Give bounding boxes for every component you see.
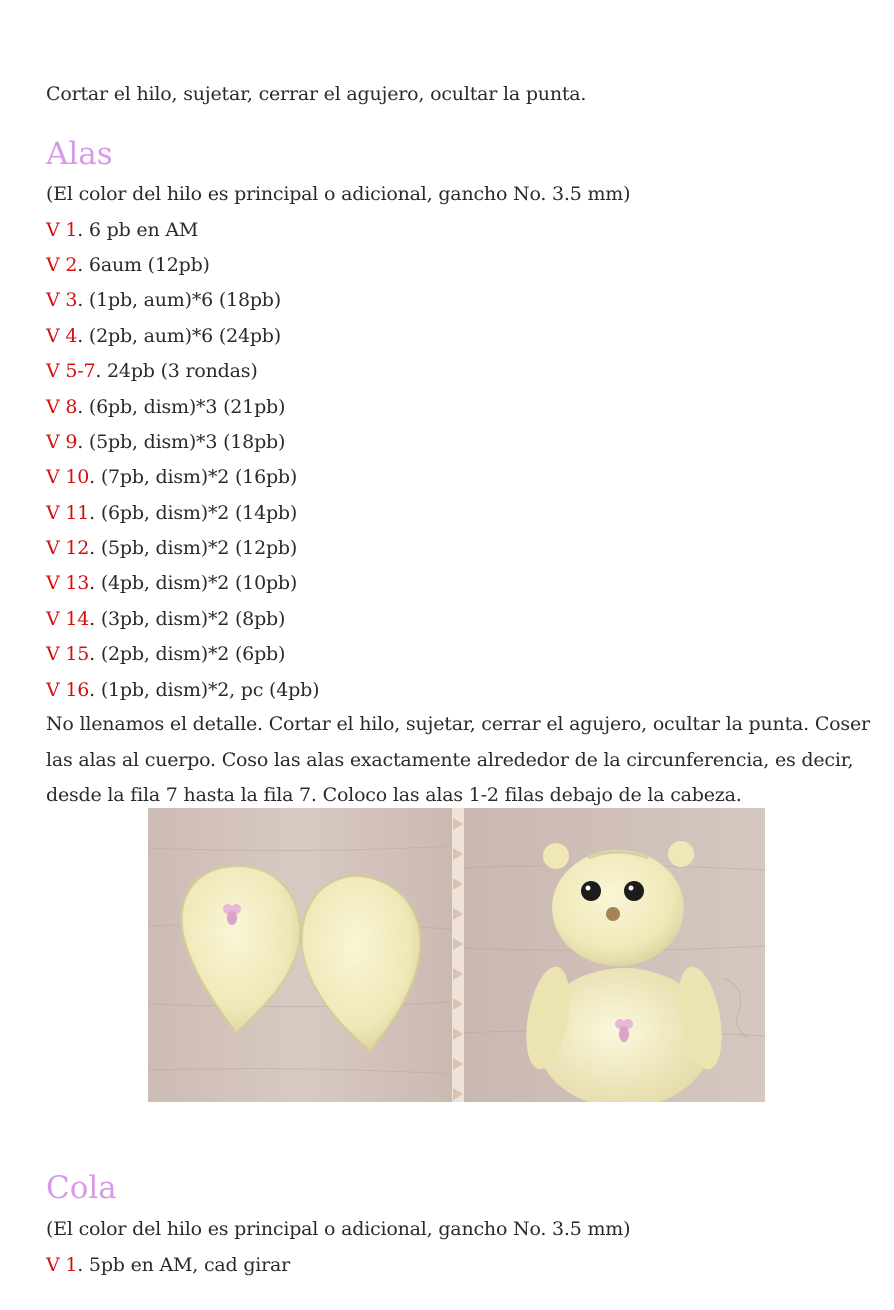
alas-closing-paragraph: No llenamos el detalle. Cortar el hilo, sujetar, cerrar el agujero, ocultar la punta. Coser las alas al cuerpo. Coso las alas exactamente alrededor de la circunferencia, es decir, desde la fila 7 hasta la fila 7. Coloco las alas 1-2 filas debajo de la cabeza. <box>46 713 870 806</box>
section-title-cola: Cola <box>46 1170 117 1206</box>
alas-row <box>46 218 198 242</box>
alas-row <box>46 501 297 525</box>
cola-note: (El color del hilo es principal o adicional, gancho No. 3.5 mm) <box>46 1218 631 1240</box>
round-label: V 10 <box>46 466 90 488</box>
round-label: V 3 <box>46 289 78 311</box>
round-label: V 8 <box>46 396 78 418</box>
round-label: V 13 <box>46 572 90 594</box>
round-text: . (4pb, dism)*2 (10pb) <box>89 572 298 594</box>
intro-text: Cortar el hilo, sujetar, cerrar el agujero, ocultar la punta. <box>46 83 587 105</box>
alas-row <box>46 253 210 277</box>
round-text: . (6pb, dism)*3 (21pb) <box>77 396 286 418</box>
alas-note: (El color del hilo es principal o adicional, gancho No. 3.5 mm) <box>46 183 631 205</box>
round-label: V 11 <box>46 502 90 524</box>
alas-row <box>46 430 285 454</box>
round-label: V 2 <box>46 254 78 276</box>
alas-row <box>46 359 258 383</box>
round-text: . 5pb en AM, cad girar <box>77 1254 291 1276</box>
alas-row <box>46 607 285 631</box>
round-label: V 5-7 <box>46 360 96 382</box>
round-text: . (6pb, dism)*2 (14pb) <box>89 502 298 524</box>
alas-row <box>46 324 281 348</box>
round-label: V 9 <box>46 431 78 453</box>
round-text: . (5pb, dism)*2 (12pb) <box>89 537 298 559</box>
alas-row <box>46 642 285 666</box>
round-text: . (1pb, dism)*2, pc (4pb) <box>89 679 320 701</box>
round-text: . (2pb, aum)*6 (24pb) <box>77 325 281 347</box>
round-text: . 6aum (12pb) <box>77 254 210 276</box>
round-text: . (2pb, dism)*2 (6pb) <box>89 643 286 665</box>
round-text: . 6 pb en AM <box>77 219 199 241</box>
owl-wings-photo <box>148 808 765 1102</box>
alas-row <box>46 465 297 489</box>
round-label: V 1 <box>46 219 78 241</box>
round-label: V 16 <box>46 679 90 701</box>
round-text: . (1pb, aum)*6 (18pb) <box>77 289 281 311</box>
alas-row <box>46 536 297 560</box>
round-label: V 15 <box>46 643 90 665</box>
alas-row <box>46 571 297 595</box>
alas-row <box>46 288 281 312</box>
round-label: V 4 <box>46 325 78 347</box>
round-text: . 24pb (3 rondas) <box>95 360 258 382</box>
round-label: V 14 <box>46 608 90 630</box>
section-title-alas: Alas <box>46 136 113 172</box>
alas-row <box>46 678 319 702</box>
cola-row <box>46 1253 290 1277</box>
alas-row <box>46 395 285 419</box>
round-text: . (7pb, dism)*2 (16pb) <box>89 466 298 488</box>
round-label: V 1 <box>46 1254 78 1276</box>
round-label: V 12 <box>46 537 90 559</box>
round-text: . (5pb, dism)*3 (18pb) <box>77 431 286 453</box>
round-text: . (3pb, dism)*2 (8pb) <box>89 608 286 630</box>
